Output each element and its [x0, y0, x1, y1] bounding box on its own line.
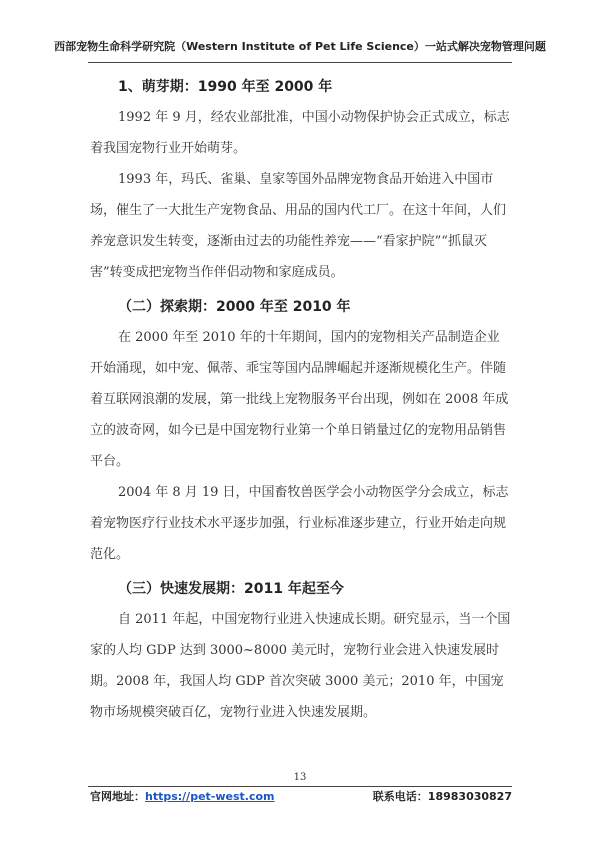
footer-phone — [373, 788, 512, 804]
section-1-paragraph-2: 1993 年，玛氏、雀巢、皇家等国外品牌宠物食品开始进入中国市场，催生了一大批生产宠物食品、用品的国内代工厂。在这十年间，人们养宠意识发生转变，逐渐由过去的功能性养宠——“看家护院”“抓鼠灭害”转变成把宠物当作伴侣动物和家庭成员。 — [90, 172, 507, 280]
website-label: 官网地址： — [90, 790, 145, 803]
header-divider — [88, 62, 512, 63]
section-2-paragraph-1: 在 2000 年至 2010 年的十年期间，国内的宠物相关产品制造企业开始涌现，如中宠、佩蒂、乖宝等国内品牌崛起并逐渐规模化生产。伴随着互联网浪潮的发展，第一批线上宠物服务平台出现，例如在 2008 年成立的波奇网，如今已是中国宠物行业第一个单日销量过亿的宠物用品销售平台。 — [90, 330, 509, 469]
section-heading-1: 1、萌芽期：1990 年至 2000 年 — [118, 79, 333, 95]
phone-label: 联系电话： — [372, 790, 428, 803]
section-1-paragraph-1: 1992 年 9 月，经农业部批准，中国小动物保护协会正式成立，标志着我国宠物行业开始萌芽。 — [90, 110, 510, 156]
footer-website — [90, 788, 275, 804]
section-heading-3: （三）快速发展期：2011 年起至今 — [118, 581, 344, 597]
page-footer — [90, 788, 512, 808]
page-number: 13 — [293, 772, 307, 783]
section-2-paragraph-2: 2004 年 8 月 19 日，中国畜牧兽医学会小动物医学分会成立，标志着宠物医疗行业技术水平逐步加强，行业标准逐步建立，行业开始走向规范化。 — [90, 485, 509, 562]
main-content — [90, 72, 512, 728]
section-heading-2: （二）探索期：2000 年至 2010 年 — [118, 299, 351, 315]
footer-divider — [88, 786, 512, 787]
phone-number: 18983030827 — [427, 790, 512, 803]
page-header: 西部宠物生命科学研究院（Western Institute of Pet Life Science）一站式解决宠物管理问题 — [54, 40, 546, 53]
website-link[interactable]: https://pet-west.com — [145, 790, 275, 803]
section-3-paragraph-1: 自 2011 年起，中国宠物行业进入快速成长期。研究显示，当一个国家的人均 GDP 达到 3000~8000 美元时，宠物行业会进入快速发展时期。2008 年，我国人均 GDP 首次突破 3000 美元；2010 年，中国宠物市场规模突破百亿，宠物行业进入快速发展期。 — [90, 612, 511, 720]
